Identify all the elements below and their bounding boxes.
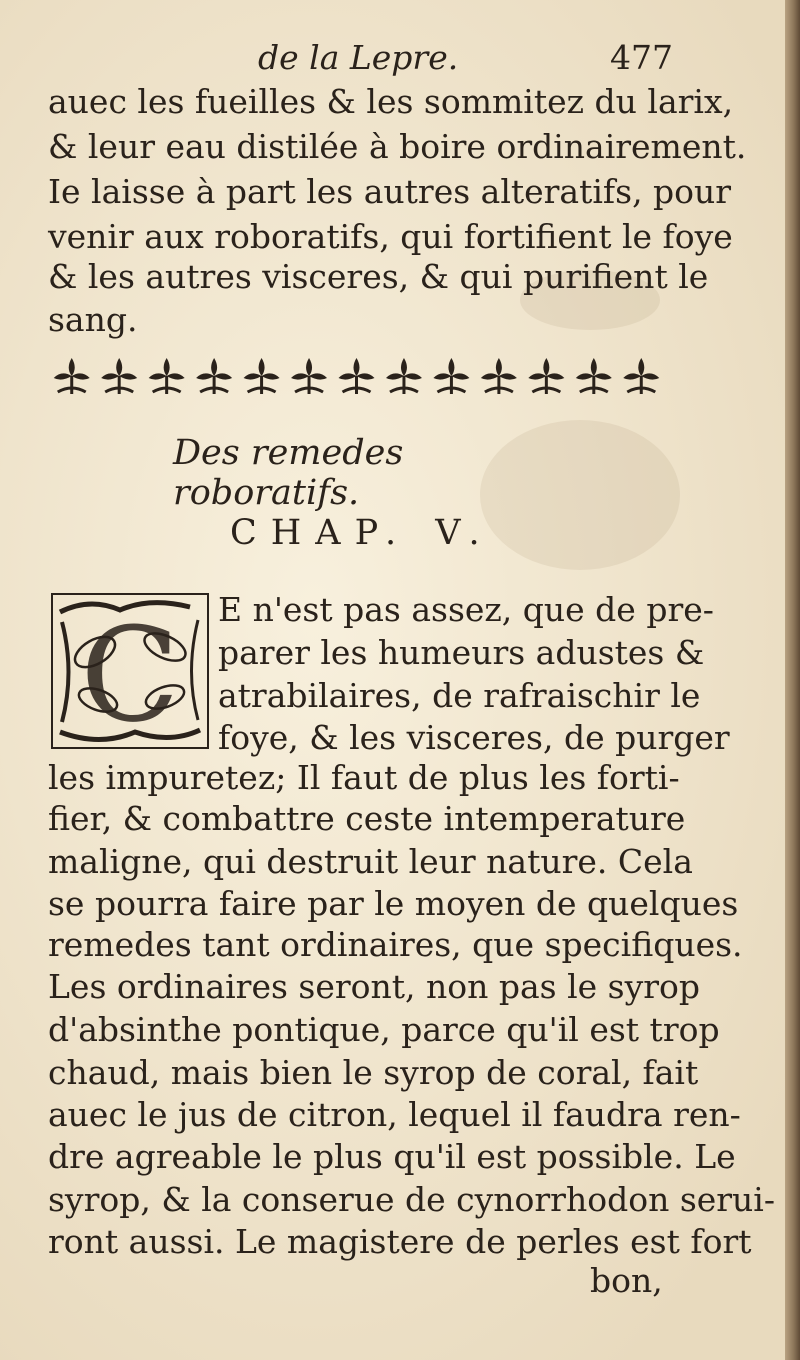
text-line: ront aussi. Le magistere de perles est fort <box>48 1222 752 1261</box>
fleuron-icon <box>433 358 469 394</box>
text-line: remedes tant ordinaires, que specifiques. <box>48 925 743 964</box>
text-line: parer les humeurs adustes & <box>218 633 705 672</box>
section-title: Des remedes roboratifs. <box>173 433 404 513</box>
text-line: maligne, qui destruit leur nature. Cela <box>48 842 693 881</box>
fleuron-icon <box>623 358 659 394</box>
fleuron-icon <box>196 358 232 394</box>
fleuron-icon <box>481 358 517 394</box>
chapter-heading: CHAP. V. <box>230 513 494 553</box>
fleuron-icon <box>54 358 90 394</box>
text-line: atrabilaires, de rafraischir le <box>218 676 701 715</box>
page-number: 477 <box>610 38 673 77</box>
running-title: de la Lepre. <box>258 38 459 77</box>
text-line: E n'est pas assez, que de pre- <box>218 590 714 629</box>
fleuron-icon <box>149 358 185 394</box>
text-line: fier, & combattre ceste intemperature <box>48 799 686 838</box>
fleuron-icon <box>576 358 612 394</box>
text-line: se pourra faire par le moyen de quelques <box>48 884 739 923</box>
floral-initial-icon <box>50 592 210 750</box>
page-edge-shadow <box>785 0 800 1360</box>
text-line: syrop, & la conserue de cynorrhodon serui- <box>48 1180 776 1219</box>
text-line: auec le jus de citron, lequel il faudra ren- <box>48 1095 741 1134</box>
text-line: d'absinthe pontique, parce qu'il est trop <box>48 1010 720 1049</box>
text-line: foye, & les visceres, de purger <box>218 718 730 757</box>
text-line: les impuretez; Il faut de plus les forti- <box>48 758 680 797</box>
catchword: bon, <box>590 1261 663 1300</box>
fleuron-border-icon <box>48 352 665 400</box>
text-line: & les autres visceres, & qui purifient le <box>48 257 709 296</box>
text-line: dre agreable le plus qu'il est possible. Le <box>48 1137 736 1176</box>
text-line: auec les fueilles & les sommitez du larix, <box>48 82 734 121</box>
dropcap-letter: C <box>80 599 180 750</box>
fleuron-icon <box>386 358 422 394</box>
fleuron-icon <box>528 358 564 394</box>
page-header <box>48 38 673 78</box>
fleuron-icon <box>339 358 375 394</box>
fleuron-icon <box>291 358 327 394</box>
text-line: Les ordinaires seront, non pas le syrop <box>48 967 701 1006</box>
text-line: venir aux roboratifs, qui fortifient le foye <box>48 217 733 256</box>
fleuron-icon <box>244 358 280 394</box>
text-line: Ie laisse à part les autres alteratifs, pour <box>48 172 732 211</box>
text-line: chaud, mais bien le syrop de coral, fait <box>48 1053 699 1092</box>
fleuron-icon <box>101 358 137 394</box>
text-line: sang. <box>48 300 138 339</box>
text-line: & leur eau distilée à boire ordinairement. <box>48 127 747 166</box>
